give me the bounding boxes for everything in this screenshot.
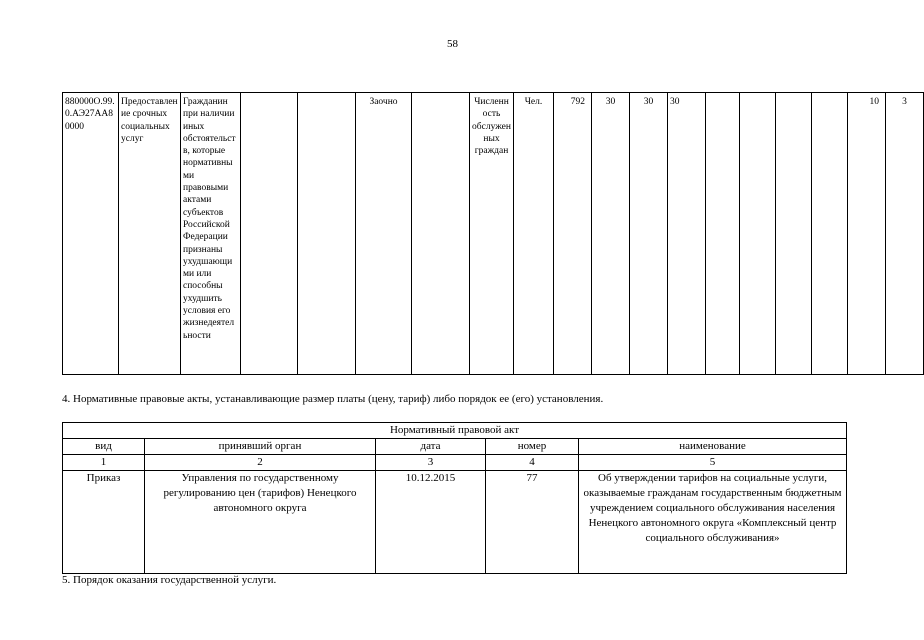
empty-cell	[412, 93, 470, 375]
unit-cell: Чел.	[514, 93, 554, 375]
column-number: 1	[63, 455, 145, 471]
form-of-service-cell: Заочно	[356, 93, 412, 375]
empty-cell	[298, 93, 356, 375]
column-header: вид	[63, 439, 145, 455]
empty-cell	[776, 93, 812, 375]
service-indicators-table	[62, 92, 924, 375]
act-type-cell: Приказ	[63, 471, 145, 574]
table-header-row	[63, 439, 847, 455]
act-title-cell: Об утверждении тарифов на социальные услуги, оказываемые гражданам государственным бюджетным учреждением социального обслуживания населения Ненецкого автономного округа «Комплексный центр социального обслуживания»	[579, 471, 847, 574]
column-number: 5	[579, 455, 847, 471]
table-row	[63, 93, 924, 375]
group-header-cell: Нормативный правовой акт	[63, 423, 847, 439]
section-5-title: 5. Порядок оказания государственной услуги.	[62, 574, 277, 586]
column-header: наименование	[579, 439, 847, 455]
act-number-cell: 77	[486, 471, 579, 574]
column-header: принявший орган	[145, 439, 376, 455]
service-name-cell: Предоставление срочных социальных услуг	[119, 93, 181, 375]
page-number: 58	[447, 38, 458, 50]
empty-cell	[740, 93, 776, 375]
empty-cell	[241, 93, 298, 375]
value-cell: 30	[592, 93, 630, 375]
table-header-row	[63, 423, 847, 439]
legal-acts-table	[62, 422, 847, 574]
deviation-abs-cell: 3	[886, 93, 924, 375]
recipient-category-cell: Гражданин при наличии иных обстоятельств, которые нормативными правовыми актами субъектов Российской Федерации признаны ухудшающими или способны ухудшить условия его жизнедеятельности	[181, 93, 241, 375]
issuing-body-cell: Управления по государственному регулированию цен (тарифов) Ненецкого автономного округа	[145, 471, 376, 574]
column-number: 3	[376, 455, 486, 471]
unit-code-cell: 792	[554, 93, 592, 375]
column-number-row	[63, 455, 847, 471]
value-cell: 30	[668, 93, 706, 375]
indicator-name-cell: Численность обслуженных граждан	[470, 93, 514, 375]
deviation-percent-cell: 10	[848, 93, 886, 375]
table-row	[63, 471, 847, 574]
column-number: 4	[486, 455, 579, 471]
empty-cell	[812, 93, 848, 375]
section-4-title: 4. Нормативные правовые акты, устанавливающие размер платы (цену, тариф) либо порядок ее (его) установления.	[62, 393, 604, 405]
value-cell: 30	[630, 93, 668, 375]
column-header: номер	[486, 439, 579, 455]
column-header: дата	[376, 439, 486, 455]
act-date-cell: 10.12.2015	[376, 471, 486, 574]
registry-code-cell: 880000О.99.0.АЭ27АА80000	[63, 93, 119, 375]
empty-cell	[706, 93, 740, 375]
column-number: 2	[145, 455, 376, 471]
